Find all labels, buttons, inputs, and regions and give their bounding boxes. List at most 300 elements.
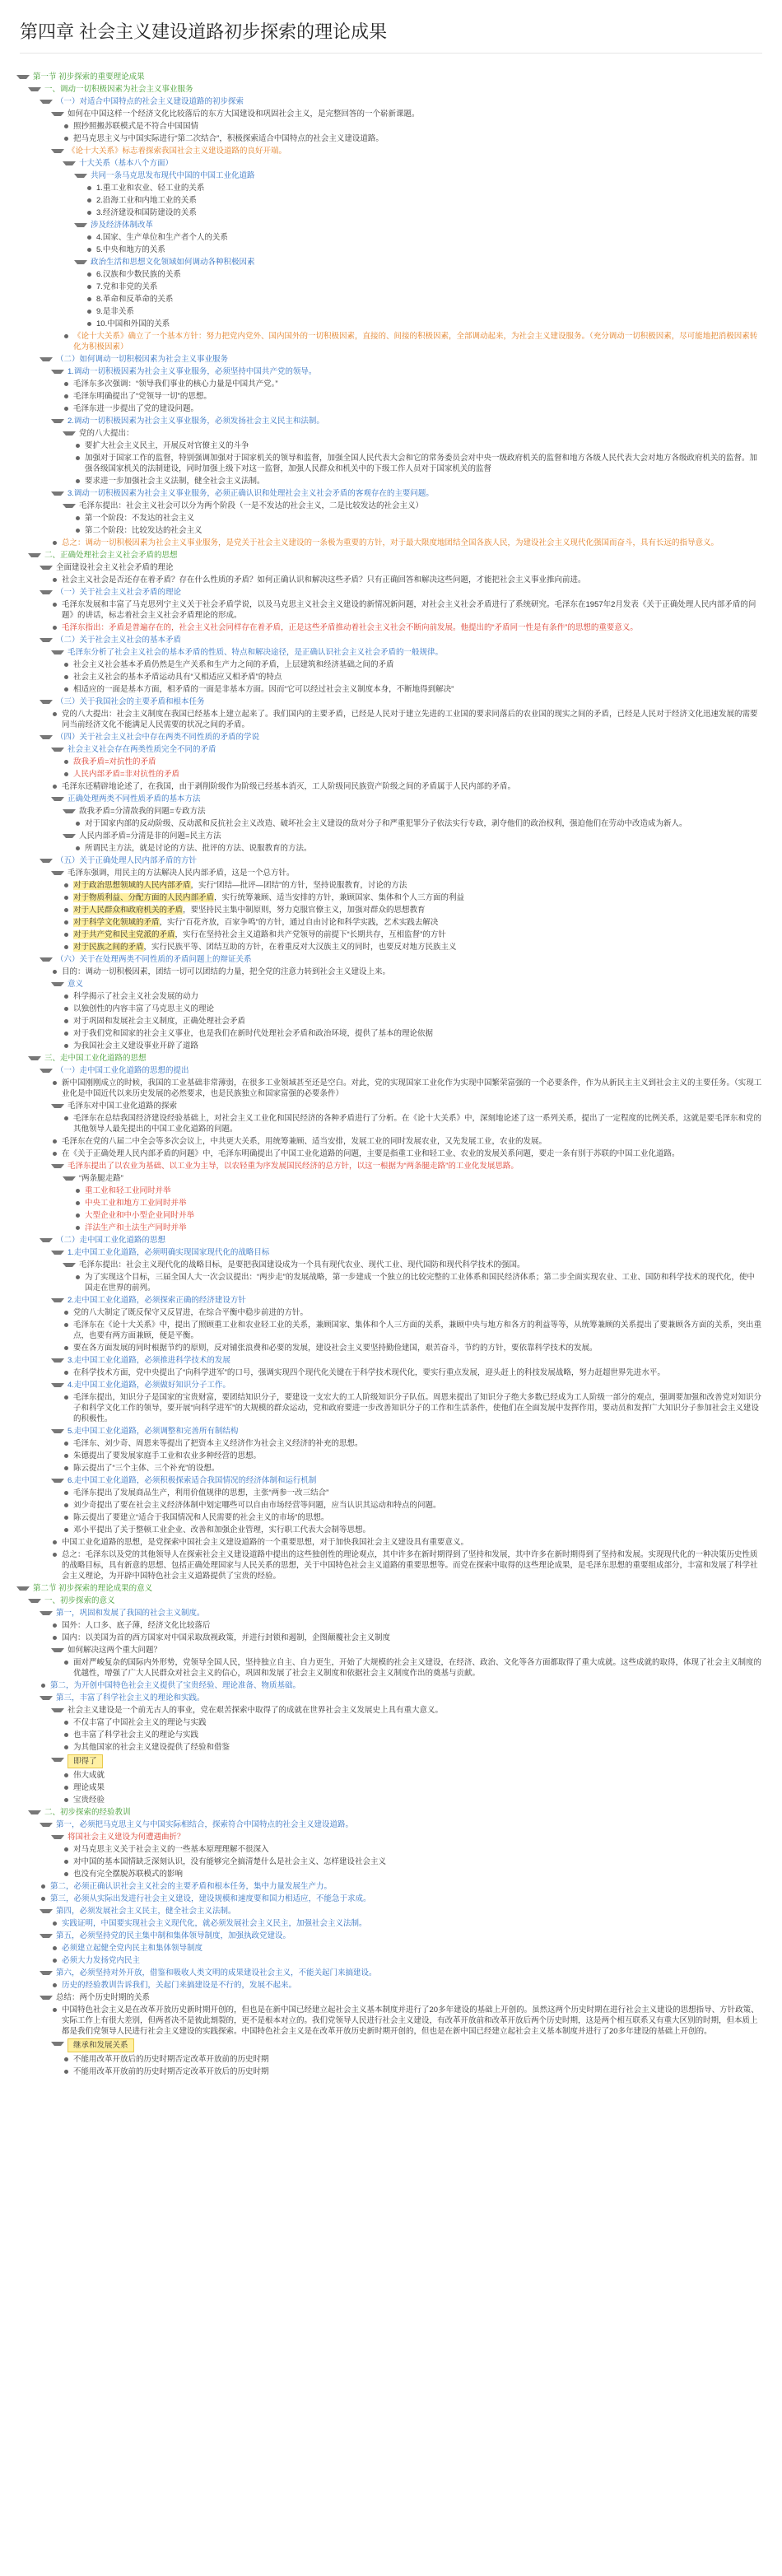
indent-spacer (0, 1463, 64, 1474)
collapse-toggle-icon[interactable] (51, 491, 64, 496)
outline-node[interactable] (0, 1064, 782, 1077)
outline-node[interactable] (0, 966, 782, 978)
outline-node[interactable] (0, 244, 782, 256)
outline-node[interactable] (0, 2004, 782, 2038)
collapse-toggle-icon[interactable] (63, 1176, 76, 1181)
outline-node[interactable] (0, 586, 782, 599)
indent-spacer (0, 1832, 53, 1842)
bullet-dot-icon (64, 896, 68, 900)
outline-node[interactable] (0, 353, 782, 366)
outline-node[interactable] (0, 622, 782, 634)
outline-node[interactable] (0, 1462, 782, 1474)
outline-node[interactable] (0, 1717, 782, 1729)
outline-node[interactable] (0, 194, 782, 207)
outline-node-text: 在科学技术方面，党中央提出了“向科学进军”的口号，强调实现四个现代化关键在于科学技术现代化，要实行重点发展，迎头赶上的科技发展战略，努力赶超世界先进水平。 (73, 1368, 665, 1377)
bullet-dot-icon (64, 1733, 68, 1737)
outline-node[interactable] (0, 916, 782, 929)
outline-node[interactable] (0, 537, 782, 549)
outline-node[interactable] (0, 1112, 782, 1135)
outline-node[interactable] (0, 1536, 782, 1549)
outline-node[interactable] (0, 1868, 782, 1880)
collapse-toggle-icon[interactable] (40, 1238, 53, 1242)
outline-node[interactable] (0, 440, 782, 452)
outline-node[interactable] (0, 1209, 782, 1222)
indent-spacer (0, 942, 64, 953)
outline-node-text: 邓小平提出了关于整顿工业企业、改善和加强企业管理，实行职工代表大会制等思想。 (73, 1526, 371, 1535)
outline-node[interactable] (0, 1856, 782, 1868)
outline-node-text: 将国社会主义建设为何遭遇曲折？ (67, 1833, 185, 1842)
outline-node[interactable] (0, 1391, 782, 1425)
indent-spacer (0, 1633, 53, 1643)
indent-spacer (0, 403, 64, 414)
indent-spacer (0, 1844, 64, 1855)
indent-spacer (0, 550, 30, 561)
outline-node[interactable] (0, 708, 782, 731)
indent-spacer (0, 1992, 41, 2003)
outline-node-text: 对于我们党和国家的社会主义事业，也是我们在新时代处理社会矛盾和政治环境，提供了基本的理论依据 (73, 1029, 434, 1038)
outline-node[interactable] (0, 574, 782, 586)
outline-node[interactable] (0, 805, 782, 818)
indent-spacer (0, 1856, 64, 1867)
collapse-toggle-icon[interactable] (63, 1263, 76, 1267)
outline-node[interactable] (0, 207, 782, 219)
collapse-toggle-icon[interactable] (51, 112, 64, 116)
collapse-toggle-icon[interactable] (51, 1648, 64, 1652)
outline-node[interactable] (0, 108, 782, 120)
collapse-toggle-icon[interactable] (28, 553, 41, 557)
outline-node[interactable] (0, 1954, 782, 1967)
outline-node-text: 人民内部矛盾=非对抗性的矛盾 (73, 770, 180, 779)
outline-node-text: 也丰富了科学社会主义的理论与实践 (73, 1731, 199, 1740)
indent-spacer (0, 1955, 53, 1966)
outline-node[interactable] (0, 1307, 782, 1319)
indent-spacer (0, 379, 64, 389)
outline-node-text: 陈云提出了要建立“适合于我国情况和人民需要的社会主义的市场”的思想。 (73, 1513, 329, 1522)
outline-node[interactable] (0, 1893, 782, 1905)
collapse-toggle-icon[interactable] (40, 100, 53, 104)
outline-node[interactable] (0, 293, 782, 305)
outline-node[interactable] (0, 403, 782, 415)
outline-node-text: 伟大成就 (73, 1771, 105, 1780)
outline-node[interactable] (0, 671, 782, 683)
outline-node[interactable] (0, 731, 782, 743)
highlighted-phrase: 对于物质利益、分配方面的人民内部矛盾 (73, 893, 215, 902)
collapse-toggle-icon[interactable] (51, 982, 64, 986)
indent-spacer (0, 1148, 53, 1159)
outline-node[interactable] (0, 1474, 782, 1487)
outline-node[interactable] (0, 1148, 782, 1160)
outline-node-text: 对马克思主义关于社会主义的一些基本原理理解不很深入 (73, 1845, 269, 1854)
outline-node-text: 面对严峻复杂的国际内外形势，党领导全国人民，坚持独立自主、自力更生，开始了大规模的社会主义建设，在经济、政治、文化等各方面都取得了重大成就。这些成就的取得，体现了社会主义制度的优越性，增强了广大人民群众对社会主义的信心，巩固和发展了社会主义制度和依据社会主义制度作出的奠基与贡献。 (73, 1658, 762, 1678)
outline-node[interactable] (0, 1512, 782, 1524)
collapse-toggle-icon[interactable] (40, 1934, 53, 1938)
outline-node[interactable] (0, 71, 782, 83)
outline-node[interactable] (0, 1027, 782, 1040)
indent-spacer (0, 1198, 76, 1209)
outline-node[interactable] (0, 1704, 782, 1717)
outline-node[interactable] (0, 318, 782, 330)
outline-node[interactable] (0, 452, 782, 475)
outline-node-text: 毛泽东明确提出了“党领导一切”的思想。 (73, 392, 212, 401)
outline-node[interactable] (0, 549, 782, 561)
collapse-toggle-icon[interactable] (51, 1251, 64, 1255)
collapse-toggle-icon[interactable] (63, 834, 76, 838)
outline-node[interactable] (0, 842, 782, 855)
outline-node[interactable] (0, 756, 782, 768)
indent-spacer (0, 416, 53, 426)
bullet-dot-icon (76, 846, 80, 850)
indent-spacer (0, 831, 64, 841)
outline-node[interactable] (0, 2038, 782, 2053)
outline-node-text: 总结：两个历史时期的关系 (56, 1993, 151, 2002)
outline-node[interactable] (0, 1437, 782, 1450)
outline-tree (0, 71, 782, 2078)
outline-node[interactable] (0, 1271, 782, 1294)
collapse-toggle-icon[interactable] (74, 260, 87, 264)
collapse-toggle-icon[interactable] (51, 748, 64, 752)
indent-spacer (0, 1906, 41, 1917)
indent-spacer (0, 1367, 64, 1378)
collapse-toggle-icon[interactable] (40, 1909, 53, 1913)
outline-node[interactable] (0, 1549, 782, 1582)
outline-node[interactable] (0, 830, 782, 842)
collapse-toggle-icon[interactable] (63, 161, 76, 165)
outline-node[interactable] (0, 281, 782, 293)
outline-node-text: 所谓民主方法，就是讨论的方法、批评的方法、说服教育的方法。 (85, 844, 312, 853)
outline-node-text: 党的八大提出：社会主义制度在我国已经基本上建立起来了。我们国内的主要矛盾，已经是人民对于建立先进的工业国的要求同落后的农业国的现实之间的矛盾，已经是人民对于经济文化迅速发展的需要同当前经济文化不能满足人民需要的状况之间的矛盾。 (62, 710, 758, 729)
collapse-toggle-icon[interactable] (40, 1971, 53, 1975)
outline-node[interactable] (0, 1782, 782, 1794)
collapse-toggle-icon[interactable] (51, 149, 64, 153)
outline-node[interactable] (0, 1632, 782, 1644)
outline-node[interactable] (0, 793, 782, 805)
outline-node[interactable] (0, 1582, 782, 1595)
collapse-toggle-icon[interactable] (51, 1164, 64, 1168)
outline-node[interactable] (0, 1003, 782, 1015)
outline-node[interactable] (0, 427, 782, 440)
outline-node[interactable] (0, 1880, 782, 1893)
collapse-toggle-icon[interactable] (40, 638, 53, 642)
collapse-toggle-icon[interactable] (51, 797, 64, 801)
collapse-toggle-icon[interactable] (51, 370, 64, 374)
indent-spacer (0, 991, 64, 1002)
outline-node[interactable] (0, 1222, 782, 1234)
outline-node-text: 4.走中国工业化道路，必须做好知识分子工作。 (67, 1381, 230, 1390)
title-divider (20, 53, 762, 54)
outline-node[interactable] (0, 2066, 782, 2078)
outline-node[interactable] (0, 818, 782, 830)
outline-node[interactable] (0, 95, 782, 108)
outline-node[interactable] (0, 646, 782, 659)
collapse-toggle-icon[interactable] (74, 174, 87, 178)
outline-node[interactable] (0, 1185, 782, 1197)
outline-node-text: 第二节 初步探索的理论成果的意义 (33, 1584, 153, 1593)
outline-node[interactable] (0, 1692, 782, 1704)
collapse-toggle-icon[interactable] (74, 223, 87, 227)
outline-node[interactable] (0, 1450, 782, 1462)
outline-node[interactable] (0, 879, 782, 892)
outline-node[interactable] (0, 1741, 782, 1754)
outline-node-text: 一、调动一切积极因素为社会主义事业服务 (44, 85, 193, 94)
collapse-toggle-icon[interactable] (40, 1996, 53, 2000)
bullet-dot-icon (64, 1773, 68, 1777)
outline-node-text: （四）关于社会主义社会中存在两类不同性质的矛盾的学说 (56, 733, 260, 742)
outline-node[interactable] (0, 366, 782, 378)
outline-node[interactable] (0, 696, 782, 708)
outline-node[interactable] (0, 867, 782, 879)
collapse-toggle-icon[interactable] (63, 504, 76, 508)
bullet-dot-icon (41, 1897, 45, 1901)
outline-node[interactable] (0, 1354, 782, 1367)
collapse-toggle-icon[interactable] (51, 1383, 64, 1387)
outline-node-text: 不能用改革开放后的历史时期否定改革开放前的历史时期 (73, 2055, 269, 2064)
outline-node-text: 要在各方面发展的同时根据节约的原则，反对铺张浪费和必要的发展，建设社会主义要坚持勤俭建国，艰苦奋斗，节约的方针，要依靠科学技术的发展。 (73, 1344, 598, 1353)
outline-node[interactable] (0, 182, 782, 194)
outline-node-text: 社会主义社会基本矛盾仍然是生产关系和生产力之间的矛盾，上层建筑和经济基础之间的矛盾 (73, 660, 394, 669)
outline-node-text: 第一个阶段：不发达的社会主义 (85, 514, 195, 523)
indent-spacer (0, 1136, 53, 1147)
outline-node[interactable] (0, 524, 782, 537)
indent-spacer (0, 1717, 64, 1728)
indent-spacer (0, 843, 76, 854)
outline-node-text: 陈云提出了“三个主体、三个补充”的设想。 (73, 1464, 220, 1473)
outline-node[interactable] (0, 941, 782, 953)
indent-spacer (0, 769, 64, 780)
outline-node[interactable] (0, 305, 782, 318)
bullet-dot-icon (64, 1847, 68, 1852)
collapse-toggle-icon[interactable] (63, 431, 76, 436)
outline-node[interactable] (0, 145, 782, 157)
outline-node[interactable] (0, 1342, 782, 1354)
outline-node[interactable] (0, 390, 782, 403)
collapse-toggle-icon[interactable] (40, 1823, 53, 1827)
outline-node-text: 对于物质利益、分配方面的人民内部矛盾，实行统筹兼顾、适当安排的方针，兼顾国家、集体和个人三方面的利益 (73, 893, 465, 902)
bullet-dot-icon (64, 1442, 68, 1446)
collapse-toggle-icon[interactable] (51, 419, 64, 423)
outline-node[interactable] (0, 120, 782, 133)
outline-node-text: 对于巩固和发展社会主义制度，正确处理社会矛盾 (73, 1017, 246, 1026)
outline-node[interactable] (0, 599, 782, 622)
outline-node[interactable] (0, 743, 782, 756)
outline-node-text: 在《关于正确处理人民内部矛盾的问题》中，毛泽东明确提出了中国工业化道路的问题，主要是指重工业和轻工业、农业的发展关系问题，要走一条有别于苏联的中国工业化道路。 (62, 1149, 680, 1158)
collapse-toggle-icon[interactable] (63, 809, 76, 813)
indent-spacer (0, 1537, 53, 1548)
outline-node[interactable] (0, 892, 782, 904)
collapse-toggle-icon[interactable] (40, 1069, 53, 1073)
indent-spacer (0, 2066, 64, 2077)
collapse-toggle-icon[interactable] (40, 859, 53, 863)
indent-spacer (0, 744, 53, 755)
bullet-dot-icon (53, 1139, 57, 1144)
outline-node[interactable] (0, 1967, 782, 1979)
indent-spacer (0, 72, 18, 82)
outline-node[interactable] (0, 1319, 782, 1342)
bullet-dot-icon (64, 1044, 68, 1048)
outline-node-text: 7.党和非党的关系 (96, 282, 158, 291)
collapse-toggle-icon[interactable] (40, 566, 53, 570)
outline-node[interactable] (0, 1487, 782, 1499)
outline-node[interactable] (0, 1234, 782, 1246)
outline-node-text: 毛泽东提出，知识分子是国家的宝贵财富，要团结知识分子，要建设一支宏大的工人阶级知识分子队伍。周恩来提出了知识分子绝大多数已经成为工人阶级一部分的观点，强调要加强和改善党对知识分子和科学文化工作的领导，要开展“向科学进军”的大规模的群众运动，党和政府要进一步改善知识分子的工作和生活条件，使他们在全面发展中发挥作用，要动员和发挥广大知识分子参加社会主义建设的积极性。 (73, 1393, 762, 1423)
collapse-toggle-icon[interactable] (40, 1696, 53, 1700)
collapse-toggle-icon[interactable] (40, 357, 53, 361)
outline-node-text: 3.走中国工业化道路，必须推进科学技术的发展 (67, 1356, 230, 1365)
outline-node[interactable] (0, 500, 782, 512)
collapse-toggle-icon[interactable] (51, 1479, 64, 1483)
outline-node[interactable] (0, 1040, 782, 1052)
outline-node[interactable] (0, 487, 782, 500)
outline-node[interactable] (0, 231, 782, 244)
collapse-toggle-icon[interactable] (28, 1056, 41, 1060)
outline-node[interactable] (0, 1160, 782, 1172)
outline-node[interactable] (0, 978, 782, 990)
outline-node[interactable] (0, 83, 782, 95)
indent-spacer (0, 905, 64, 915)
indent-spacer (0, 1742, 64, 1753)
outline-node[interactable] (0, 256, 782, 268)
outline-node[interactable] (0, 170, 782, 182)
outline-node[interactable] (0, 1942, 782, 1954)
outline-node-text: 毛泽东在党的八届二中全会等多次会议上，中共更大关系，用统筹兼顾、适当安排，发展工业的同时发展农业，又先发展工业，农业的发展。 (62, 1137, 547, 1146)
outline-node-text: 5.走中国工业化道路，必须调整和完善所有制结构 (67, 1427, 239, 1436)
outline-node[interactable] (0, 929, 782, 941)
outline-node[interactable] (0, 768, 782, 780)
outline-node[interactable] (0, 133, 782, 145)
indent-spacer (0, 2054, 64, 2065)
outline-node[interactable] (0, 1769, 782, 1782)
outline-node[interactable] (0, 1595, 782, 1607)
highlighted-phrase: 对于民族之间的矛盾 (73, 943, 144, 952)
outline-node[interactable] (0, 1806, 782, 1819)
outline-node[interactable] (0, 1979, 782, 1991)
outline-node[interactable] (0, 330, 782, 353)
outline-node[interactable] (0, 1991, 782, 2004)
outline-node[interactable] (0, 1246, 782, 1259)
outline-node[interactable] (0, 1077, 782, 1100)
outline-node[interactable] (0, 1729, 782, 1741)
outline-node[interactable] (0, 1619, 782, 1632)
collapse-toggle-icon[interactable] (28, 87, 41, 91)
collapse-toggle-icon[interactable] (16, 1586, 30, 1591)
outline-node[interactable] (0, 378, 782, 390)
bullet-dot-icon (64, 1116, 68, 1120)
collapse-toggle-icon[interactable] (51, 1298, 64, 1302)
outline-node[interactable] (0, 1259, 782, 1271)
outline-node-text: 毛泽东提出了以农业为基础、以工业为主导，以农轻重为序发展国民经济的总方针，以这一根据为“两条腿走路”的工业化发展思路。 (67, 1162, 519, 1171)
outline-node[interactable] (0, 683, 782, 696)
indent-spacer (0, 207, 87, 218)
bullet-dot-icon (53, 541, 57, 545)
outline-node[interactable] (0, 1607, 782, 1619)
outline-node[interactable] (0, 1930, 782, 1942)
outline-node-text: 10.中国和外国的关系 (96, 319, 170, 328)
bullet-dot-icon (64, 407, 68, 411)
outline-node[interactable] (0, 1172, 782, 1185)
outline-node[interactable] (0, 1524, 782, 1536)
collapse-toggle-icon[interactable] (51, 871, 64, 875)
indent-spacer (0, 635, 41, 645)
indent-spacer (0, 1101, 53, 1111)
outline-node[interactable] (0, 268, 782, 281)
bullet-dot-icon (41, 1684, 45, 1688)
outline-node[interactable] (0, 1679, 782, 1692)
outline-node[interactable] (0, 1294, 782, 1307)
collapse-toggle-icon[interactable] (40, 700, 53, 704)
indent-spacer (0, 133, 64, 144)
outline-node[interactable] (0, 1905, 782, 1917)
outline-node[interactable] (0, 1499, 782, 1512)
outline-node[interactable] (0, 953, 782, 966)
outline-node[interactable] (0, 1100, 782, 1112)
outline-node[interactable] (0, 855, 782, 867)
collapse-toggle-icon[interactable] (16, 75, 30, 79)
collapse-toggle-icon[interactable] (28, 1810, 41, 1814)
outline-node[interactable] (0, 219, 782, 231)
collapse-toggle-icon[interactable] (51, 1758, 64, 1762)
collapse-toggle-icon[interactable] (51, 1708, 64, 1712)
indent-spacer (0, 1343, 64, 1353)
outline-node[interactable] (0, 2053, 782, 2066)
collapse-toggle-icon[interactable] (51, 650, 64, 654)
collapse-toggle-icon[interactable] (40, 957, 53, 962)
outline-node[interactable] (0, 659, 782, 671)
indent-spacer (0, 1186, 76, 1196)
outline-node[interactable] (0, 157, 782, 170)
collapse-toggle-icon[interactable] (51, 1104, 64, 1108)
bullet-dot-icon (53, 603, 57, 607)
bullet-dot-icon (53, 626, 57, 630)
outline-node[interactable] (0, 1135, 782, 1148)
outline-node[interactable] (0, 415, 782, 427)
indent-spacer (0, 1065, 41, 1076)
outline-node[interactable] (0, 561, 782, 574)
outline-node[interactable] (0, 1819, 782, 1831)
outline-node[interactable] (0, 990, 782, 1003)
collapse-toggle-icon[interactable] (51, 1358, 64, 1363)
collapse-toggle-icon[interactable] (40, 735, 53, 739)
outline-node[interactable] (0, 780, 782, 793)
outline-node[interactable] (0, 1831, 782, 1843)
outline-node[interactable] (0, 475, 782, 487)
indent-spacer (0, 1113, 64, 1124)
collapse-toggle-icon[interactable] (51, 1835, 64, 1839)
outline-node[interactable] (0, 1425, 782, 1437)
outline-node[interactable] (0, 1754, 782, 1769)
collapse-toggle-icon[interactable] (28, 1599, 41, 1603)
indent-spacer (0, 781, 53, 792)
outline-node[interactable] (0, 512, 782, 524)
outline-node[interactable] (0, 1843, 782, 1856)
outline-node-text: “两条腿走路” (79, 1174, 123, 1183)
outline-node-text: 毛泽东对中国工业化道路的探索 (67, 1102, 178, 1111)
outline-node[interactable] (0, 634, 782, 646)
collapse-toggle-icon[interactable] (40, 1611, 53, 1615)
collapse-toggle-icon[interactable] (51, 2042, 64, 2046)
outline-node[interactable] (0, 1379, 782, 1391)
outline-node-text: 毛泽东发展和丰富了马克思列宁主义关于社会矛盾学说，以及马克思主义社会主义建设的新情况新问题，对社会主义社会矛盾进行了系统研究。毛泽东在1957年2月发表《关于正确处理人民内部矛盾的问题》的讲话，标志着社会主义社会矛盾理论的形成。 (62, 600, 756, 620)
outline-node[interactable] (0, 1015, 782, 1027)
outline-node[interactable] (0, 1917, 782, 1930)
outline-node[interactable] (0, 1644, 782, 1656)
outline-node[interactable] (0, 1052, 782, 1064)
outline-node[interactable] (0, 1656, 782, 1679)
outline-node[interactable] (0, 1197, 782, 1209)
collapse-toggle-icon[interactable] (40, 590, 53, 594)
outline-node[interactable] (0, 1794, 782, 1806)
outline-node[interactable] (0, 904, 782, 916)
outline-node[interactable] (0, 1367, 782, 1379)
collapse-toggle-icon[interactable] (51, 1429, 64, 1433)
